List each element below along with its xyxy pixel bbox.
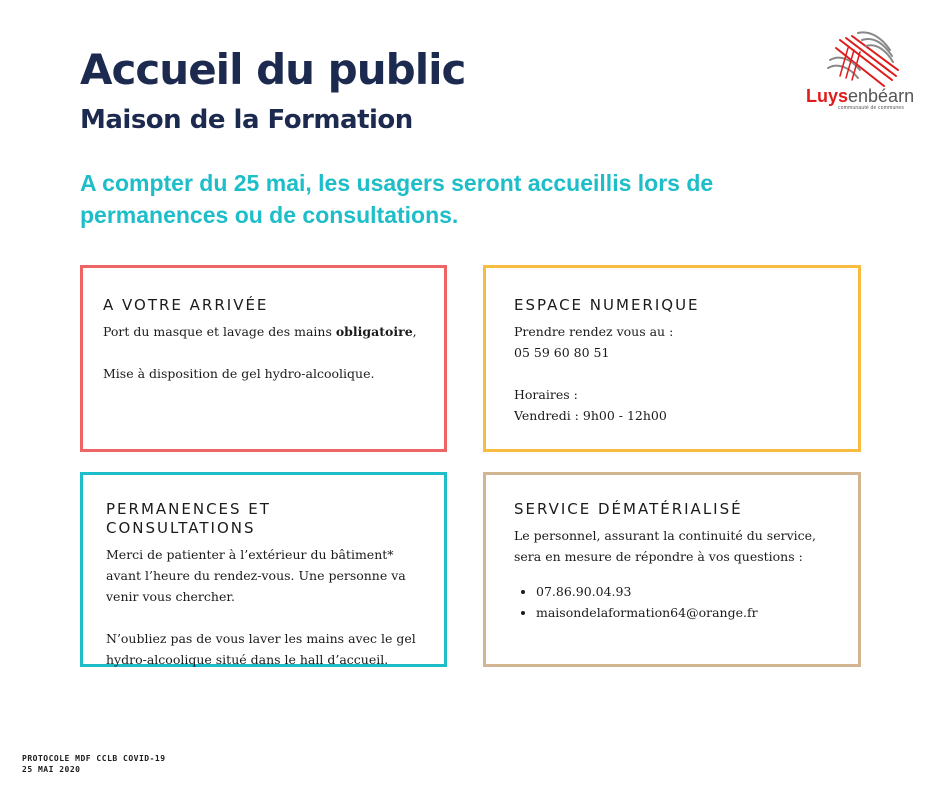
footer-date: 25 MAI 2020 — [22, 765, 81, 774]
appointment-label: Prendre rendez vous au : — [514, 324, 674, 339]
online-service-card-title: SERVICE DÉMATÉRIALISÉ — [514, 500, 743, 518]
online-service-card — [483, 472, 861, 667]
arrival-mask-text-end: , — [412, 324, 417, 339]
arrival-mask-text — [103, 321, 426, 342]
digital-space-card — [483, 265, 861, 452]
footer — [22, 753, 166, 775]
logo-wordmark — [806, 86, 914, 106]
arrival-mask-text-start: Port du masque et lavage des mains — [103, 324, 336, 339]
online-service-text: Le personnel, assurant la continuité du service, sera en mesure de répondre à vos questions : — [514, 528, 816, 564]
page-title: Accueil du public — [80, 45, 466, 94]
logo-tagline: communauté de communes — [838, 105, 905, 111]
digital-space-card-title: ESPACE NUMERIQUE — [514, 296, 700, 314]
hours-value: Vendredi : 9h00 - 12h00 — [514, 408, 667, 423]
consultations-wait-text: Merci de patienter à l’extérieur du bâtiment* avant l’heure du rendez-vous. Une personne va venir vous chercher. — [106, 547, 406, 604]
contact-phone: • 07.86.90.04.93 — [536, 581, 840, 602]
arrival-mask-mandatory: obligatoire — [335, 324, 413, 339]
arrival-card-title: A VOTRE ARRIVÉE — [103, 296, 269, 314]
announcement: A compter du 25 mai, les usagers seront accueillis lors de permanences ou de consultations. — [80, 170, 714, 228]
footer-protocol: PROTOCOLE MDF CCLB COVID-19 — [22, 754, 166, 763]
contact-list — [514, 581, 840, 623]
logo-wordmark-part2: enbéarn — [848, 86, 915, 106]
consultations-card-title: PERMANENCES ET CONSULTATIONS — [106, 500, 271, 537]
appointment-phone: 05 59 60 80 51 — [514, 345, 610, 360]
arrival-gel-text: Mise à disposition de gel hydro-alcoolique. — [103, 366, 375, 381]
consultations-handwash-text: N’oubliez pas de vous laver les mains avec le gel hydro-alcoolique situé dans le hall d’accueil. — [106, 631, 416, 667]
arrival-card — [80, 265, 447, 452]
page-subtitle: Maison de la Formation — [80, 105, 413, 135]
consultations-card — [80, 472, 447, 667]
logo-wordmark-part1: Luys — [806, 86, 849, 106]
contact-email: • maisondelaformation64@orange.fr — [536, 602, 840, 623]
hours-label: Horaires : — [514, 387, 578, 402]
